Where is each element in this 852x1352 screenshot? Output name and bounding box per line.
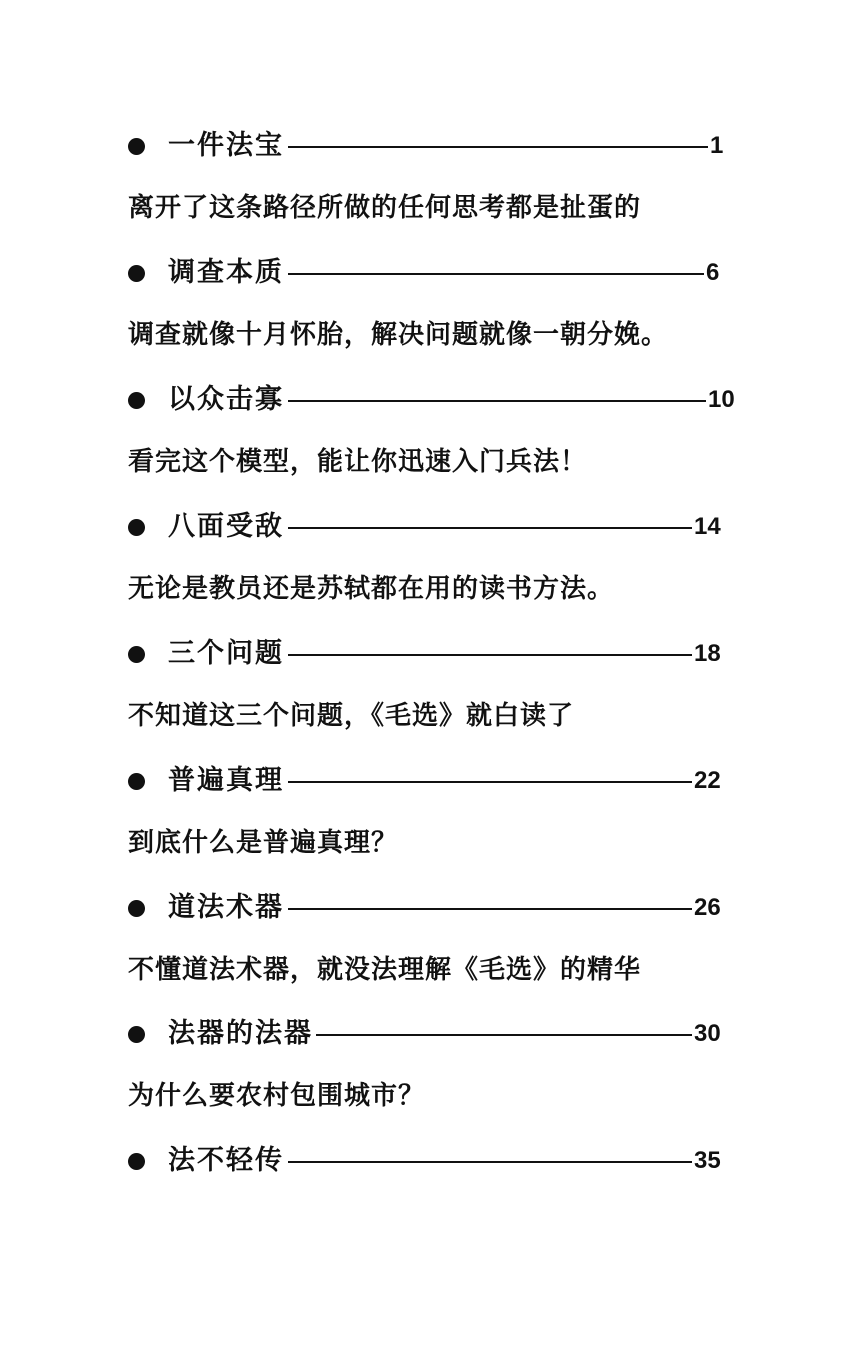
toc-entry-title: 法不轻传 — [168, 1145, 284, 1176]
bullet-icon — [128, 646, 145, 663]
toc-entry-description: 不知道这三个问题，《毛选》就白读了 — [128, 701, 575, 731]
toc-entry — [0, 636, 852, 763]
toc-entry — [0, 509, 852, 636]
toc-entry-description: 为什么要农村包围城市？ — [128, 1081, 426, 1111]
leader-line — [288, 273, 704, 275]
toc-heading-row[interactable] — [128, 636, 748, 672]
leader-line — [288, 781, 692, 783]
toc-heading-row[interactable] — [128, 1143, 748, 1179]
toc-heading-row[interactable] — [128, 382, 748, 418]
toc-page-number: 30 — [694, 1020, 721, 1047]
bullet-icon — [128, 1153, 145, 1170]
toc-heading-row[interactable] — [128, 763, 748, 799]
toc-entry-description: 到底什么是普遍真理？ — [128, 828, 399, 858]
toc-heading-row[interactable] — [128, 890, 748, 926]
bullet-icon — [128, 900, 145, 917]
toc-entry-title: 以众击寡 — [168, 384, 284, 415]
toc-page-number: 26 — [694, 894, 721, 921]
bullet-icon — [128, 1026, 145, 1043]
toc-entry-title: 普遍真理 — [168, 765, 284, 796]
bullet-icon — [128, 519, 145, 536]
toc-entry-title: 调查本质 — [168, 257, 284, 288]
toc-page-number: 1 — [710, 132, 724, 159]
toc-entry — [0, 128, 852, 255]
toc-entry — [0, 255, 852, 382]
leader-line — [288, 146, 708, 148]
toc-heading-row[interactable] — [128, 128, 748, 164]
toc-entry — [0, 1143, 852, 1270]
toc-page-number: 14 — [694, 513, 721, 540]
toc-entry — [0, 1016, 852, 1143]
toc-page-number: 22 — [694, 767, 721, 794]
bullet-icon — [128, 138, 145, 155]
toc-entry-description: 离开了这条路径所做的任何思考都是扯蛋的 — [128, 193, 642, 223]
leader-line — [288, 654, 692, 656]
toc-entry-description: 不懂道法术器，就没法理解《毛选》的精华 — [128, 955, 642, 985]
toc-entry-description: 看完这个模型，能让你迅速入门兵法！ — [128, 447, 588, 477]
toc-entry — [0, 382, 852, 509]
leader-line — [288, 1161, 692, 1163]
toc-heading-row[interactable] — [128, 255, 748, 291]
leader-line — [288, 908, 692, 910]
toc-page-number: 6 — [706, 259, 720, 286]
toc-entry-title: 道法术器 — [168, 892, 284, 923]
bullet-icon — [128, 392, 145, 409]
toc-entry-title: 三个问题 — [168, 638, 284, 669]
toc-entry — [0, 890, 852, 1017]
toc-heading-row[interactable] — [128, 1016, 748, 1052]
leader-line — [288, 400, 706, 402]
toc-entry — [0, 763, 852, 890]
leader-line — [316, 1034, 692, 1036]
toc-entry-title: 法器的法器 — [168, 1018, 313, 1049]
toc-entry-title: 八面受敌 — [168, 511, 284, 542]
toc-page-number: 10 — [708, 386, 735, 413]
bullet-icon — [128, 773, 145, 790]
toc-entry-description: 调查就像十月怀胎，解决问题就像一朝分娩。 — [128, 320, 669, 350]
toc-heading-row[interactable] — [128, 509, 748, 545]
toc-entry-description: 无论是教员还是苏轼都在用的读书方法。 — [128, 574, 615, 604]
leader-line — [288, 527, 692, 529]
bullet-icon — [128, 265, 145, 282]
toc-page-number: 18 — [694, 640, 721, 667]
toc-entry-title: 一件法宝 — [168, 130, 284, 161]
toc-page-number: 35 — [694, 1147, 721, 1174]
